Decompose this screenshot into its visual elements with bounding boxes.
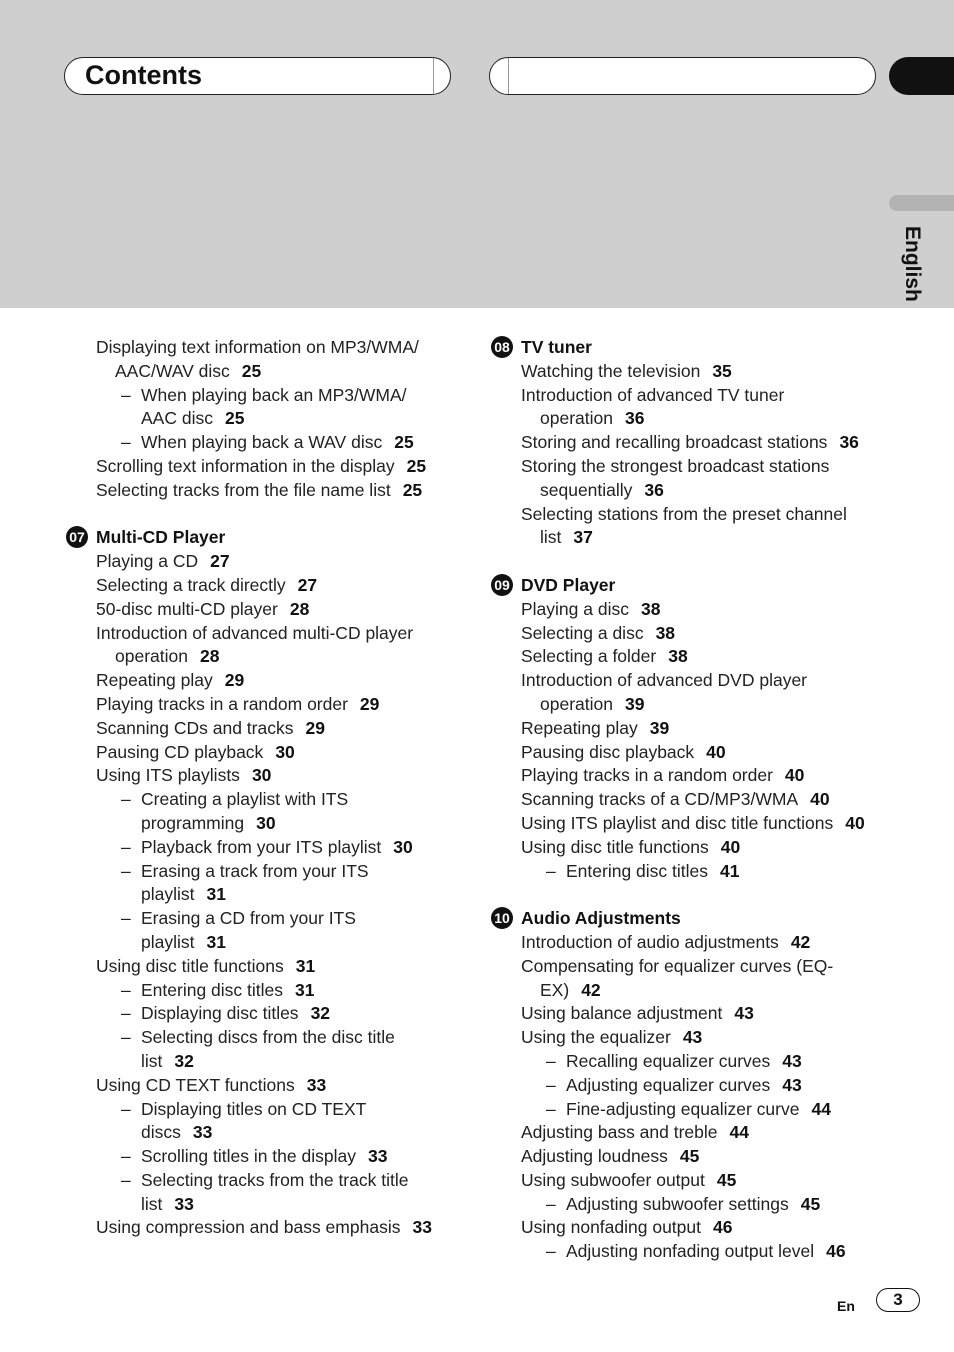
toc-entry-line xyxy=(96,741,464,765)
toc-entry-line xyxy=(521,788,889,812)
toc-entry-line xyxy=(521,1026,889,1050)
toc-entry-line xyxy=(96,550,464,574)
toc-page-number: 38 xyxy=(655,622,676,643)
toc-entry-line xyxy=(96,574,464,598)
toc-entry-text: Selecting stations from the preset channel xyxy=(521,503,847,524)
toc-page-number: 31 xyxy=(206,931,226,952)
toc-entry-line xyxy=(121,860,464,884)
toc-entry-line xyxy=(521,931,889,955)
toc-entry-line xyxy=(121,384,464,408)
toc-entry-line xyxy=(521,1121,889,1145)
section-gap xyxy=(489,550,889,574)
toc-entry-text: list xyxy=(141,1193,163,1214)
toc-page-number: 25 xyxy=(241,360,262,381)
toc-entry-text: Fine-adjusting equalizer curve xyxy=(566,1098,800,1119)
toc-entry[interactable] xyxy=(64,669,464,693)
toc-entry-text: Introduction of audio adjustments xyxy=(521,931,779,952)
toc-page-number: 39 xyxy=(649,717,670,738)
toc-entry-line xyxy=(521,764,889,788)
toc-subentry[interactable] xyxy=(64,1026,464,1074)
toc-entry-text: Using compression and bass emphasis xyxy=(96,1217,401,1238)
toc-entry-text: Watching the television xyxy=(521,360,701,381)
black-section-tab xyxy=(889,57,954,95)
toc-entry-text: Using ITS playlists xyxy=(96,765,240,786)
toc-entry-line xyxy=(96,645,464,669)
toc-entry-text: Using ITS playlist and disc title functions xyxy=(521,812,834,833)
toc-entry-line xyxy=(521,812,889,836)
toc-entry[interactable] xyxy=(489,788,889,812)
toc-page-number: 40 xyxy=(706,741,726,762)
toc-entry-line xyxy=(96,598,464,622)
toc-entry[interactable] xyxy=(489,1002,889,1026)
toc-entry[interactable] xyxy=(489,1121,889,1145)
toc-page-number: 30 xyxy=(275,741,295,762)
toc-entry-text: playlist xyxy=(141,931,195,952)
toc-page-number: 42 xyxy=(581,979,601,1000)
toc-subentry[interactable] xyxy=(64,907,464,955)
toc-entry-text: Pausing disc playback xyxy=(521,741,695,762)
toc-entry-text: Adjusting loudness xyxy=(521,1146,668,1167)
dash-marker: – xyxy=(546,1074,556,1095)
toc-entry-text: operation xyxy=(540,408,613,429)
toc-page-number: 40 xyxy=(784,765,805,786)
toc-subentry[interactable] xyxy=(64,1098,464,1146)
toc-entry-text: Displaying titles on CD TEXT xyxy=(141,1098,367,1119)
page-number-badge: 3 xyxy=(876,1288,920,1312)
dash-marker: – xyxy=(546,1193,556,1214)
toc-entry-text: When playing back an MP3/WMA/ xyxy=(141,384,407,405)
toc-entry-text: Introduction of advanced multi-CD player xyxy=(96,622,414,643)
toc-entry-line xyxy=(546,860,889,884)
toc-page-number: 31 xyxy=(206,884,226,905)
toc-entry[interactable] xyxy=(489,1216,889,1240)
toc-entry-line xyxy=(121,812,464,836)
toc-entry-line xyxy=(521,622,889,646)
toc-entry-line xyxy=(546,1240,889,1264)
toc-entry[interactable] xyxy=(489,812,889,836)
toc-page-number: 45 xyxy=(716,1169,737,1190)
toc-entry[interactable] xyxy=(489,503,889,551)
toc-entry-text: Introduction of advanced TV tuner xyxy=(521,384,785,405)
toc-entry-text: Displaying text information on MP3/WMA/ xyxy=(96,337,419,357)
toc-entry-text: Compensating for equalizer curves (EQ- xyxy=(521,955,834,976)
section-gap xyxy=(64,503,464,527)
toc-page-number: 29 xyxy=(359,693,380,714)
toc-subentry[interactable] xyxy=(489,1193,889,1217)
toc-entry-line xyxy=(521,669,889,693)
toc-entry-line xyxy=(521,955,889,979)
dash-marker: – xyxy=(121,979,131,1000)
toc-entry-text: Playback from your ITS playlist xyxy=(141,836,382,857)
toc-page-number: 36 xyxy=(624,408,645,429)
toc-entry-text: Playing tracks in a random order xyxy=(521,765,773,786)
toc-page-number: 28 xyxy=(289,598,310,619)
toc-subentry[interactable] xyxy=(64,788,464,836)
toc-page-number: 33 xyxy=(367,1146,388,1167)
toc-entry-text: Adjusting nonfading output level xyxy=(566,1241,815,1262)
toc-subentry[interactable] xyxy=(64,1145,464,1169)
toc-page-number: 44 xyxy=(729,1122,749,1143)
toc-entry-line xyxy=(521,1216,889,1240)
toc-entry-line xyxy=(121,1121,464,1145)
toc-entry[interactable] xyxy=(489,598,889,622)
toc-entry-text: Playing a CD xyxy=(96,551,199,572)
toc-entry-text: Selecting a folder xyxy=(521,646,657,667)
toc-entry-text: Selecting a disc xyxy=(521,622,644,643)
toc-page-number: 29 xyxy=(224,670,245,691)
toc-entry-text: Introduction of advanced DVD player xyxy=(521,670,807,691)
toc-entry-text: Entering disc titles xyxy=(566,860,709,881)
toc-entry-line xyxy=(121,1193,464,1217)
section-heading xyxy=(489,574,889,598)
toc-page-number: 32 xyxy=(310,1003,331,1024)
dash-marker: – xyxy=(121,860,131,881)
toc-entry-line xyxy=(121,1002,464,1026)
toc-entry-text: Scanning CDs and tracks xyxy=(96,717,294,738)
toc-entry-text: playlist xyxy=(141,884,195,905)
toc-entry[interactable] xyxy=(64,479,464,503)
toc-entry[interactable] xyxy=(489,1145,889,1169)
toc-entry[interactable] xyxy=(64,336,464,384)
toc-subentry[interactable] xyxy=(489,860,889,884)
section-gap xyxy=(489,883,889,907)
toc-entry[interactable] xyxy=(64,1216,464,1240)
toc-page-number: 37 xyxy=(573,527,593,548)
toc-entry-text: Using disc title functions xyxy=(96,955,284,976)
toc-entry-line xyxy=(121,931,464,955)
toc-entry-line xyxy=(521,741,889,765)
toc-entry-line xyxy=(96,622,464,646)
section-title: Audio Adjustments xyxy=(521,908,681,929)
dash-marker: – xyxy=(121,836,131,857)
toc-entry-text: Adjusting bass and treble xyxy=(521,1122,718,1143)
toc-page-number: 40 xyxy=(810,789,830,810)
toc-page-number: 36 xyxy=(644,479,664,500)
toc-entry[interactable] xyxy=(489,764,889,788)
toc-page-number: 33 xyxy=(192,1122,213,1143)
toc-entry[interactable] xyxy=(489,622,889,646)
toc-entry[interactable] xyxy=(489,931,889,955)
toc-entry[interactable] xyxy=(489,1169,889,1193)
section-heading xyxy=(489,336,889,360)
toc-entry-line xyxy=(546,1193,889,1217)
toc-entry-text: Scrolling titles in the display xyxy=(141,1146,356,1167)
toc-entry[interactable] xyxy=(489,384,889,432)
toc-entry-line xyxy=(521,479,889,503)
toc-page-number: 25 xyxy=(406,455,427,476)
toc-subentry[interactable] xyxy=(64,860,464,908)
toc-entry-text: Recalling equalizer curves xyxy=(566,1050,771,1071)
toc-entry-line xyxy=(121,836,464,860)
toc-page-number: 30 xyxy=(251,765,272,786)
page-title: Contents xyxy=(85,60,202,90)
toc-entry-line xyxy=(521,693,889,717)
toc-entry-text: Selecting discs from the disc title xyxy=(141,1027,395,1048)
toc-entry-text: Pausing CD playback xyxy=(96,741,264,762)
toc-page-number: 40 xyxy=(720,836,741,857)
header-band xyxy=(0,0,954,308)
toc-entry[interactable] xyxy=(489,431,889,455)
toc-entry[interactable] xyxy=(489,955,889,1003)
toc-page-number: 46 xyxy=(713,1217,733,1238)
toc-entry-text: Storing the strongest broadcast stations xyxy=(521,455,830,476)
toc-entry-line xyxy=(121,907,464,931)
toc-entry[interactable] xyxy=(489,717,889,741)
toc-entry-text: Using balance adjustment xyxy=(521,1003,723,1024)
toc-entry-text: Selecting tracks from the file name list xyxy=(96,479,391,500)
toc-subentry[interactable] xyxy=(64,836,464,860)
toc-entry[interactable] xyxy=(64,455,464,479)
toc-entry-line xyxy=(96,455,464,479)
toc-entry[interactable] xyxy=(489,836,889,860)
toc-entry-line xyxy=(521,645,889,669)
toc-entry-text: operation xyxy=(115,646,188,667)
toc-entry-line xyxy=(546,1050,889,1074)
toc-entry-line xyxy=(521,979,889,1003)
toc-page-number: 25 xyxy=(224,408,245,429)
toc-entry-text: list xyxy=(540,527,562,548)
toc-entry-line xyxy=(121,407,464,431)
toc-page-number: 43 xyxy=(734,1003,754,1024)
dash-marker: – xyxy=(121,908,131,929)
toc-entry-line xyxy=(96,1074,464,1098)
section-title: TV tuner xyxy=(521,337,592,357)
toc-page-number: 31 xyxy=(295,955,316,976)
section-number-badge: 08 xyxy=(491,336,513,358)
toc-entry-text: Creating a playlist with ITS xyxy=(141,789,349,810)
dash-marker: – xyxy=(121,432,131,453)
toc-entry-text: Selecting tracks from the track title xyxy=(141,1169,409,1190)
toc-entry-line xyxy=(521,598,889,622)
toc-entry-line xyxy=(121,1145,464,1169)
toc-entry-text: Using nonfading output xyxy=(521,1217,701,1238)
toc-entry-line xyxy=(546,1074,889,1098)
toc-subentry[interactable] xyxy=(489,1240,889,1264)
toc-entry-line xyxy=(96,764,464,788)
toc-page-number: 25 xyxy=(394,432,414,453)
toc-entry-line xyxy=(96,360,464,384)
toc-entry-text: Adjusting subwoofer settings xyxy=(566,1193,789,1214)
dash-marker: – xyxy=(121,1146,131,1167)
toc-subentry[interactable] xyxy=(489,1050,889,1074)
toc-entry-text: Storing and recalling broadcast stations xyxy=(521,432,828,453)
language-label: English xyxy=(901,226,924,302)
toc-entry-text: AAC/WAV disc xyxy=(115,360,230,381)
toc-entry-line xyxy=(121,1026,464,1050)
toc-subentry[interactable] xyxy=(489,1074,889,1098)
toc-entry-text: AAC disc xyxy=(141,408,213,429)
toc-entry-line xyxy=(96,1216,464,1240)
toc-entry-line xyxy=(96,717,464,741)
toc-entry-line xyxy=(521,1145,889,1169)
toc-entry-line xyxy=(121,788,464,812)
toc-entry-text: Erasing a track from your ITS xyxy=(141,860,369,881)
toc-entry-line xyxy=(96,955,464,979)
toc-entry-line xyxy=(121,1050,464,1074)
toc-entry[interactable] xyxy=(64,741,464,765)
toc-entry-text: operation xyxy=(540,693,613,714)
dash-marker: – xyxy=(121,1027,131,1048)
toc-entry-line xyxy=(96,693,464,717)
title-pill xyxy=(64,57,451,95)
dash-marker: – xyxy=(121,384,131,405)
toc-entry-text: Scrolling text information in the display xyxy=(96,455,395,476)
toc-entry[interactable] xyxy=(64,574,464,598)
toc-entry-line xyxy=(521,360,889,384)
pill-seam xyxy=(508,58,509,94)
toc-entry-line xyxy=(521,1002,889,1026)
toc-subentry[interactable] xyxy=(64,384,464,432)
pill-seam xyxy=(433,58,434,94)
toc-entry-text: Entering disc titles xyxy=(141,979,284,1000)
toc-entry-line xyxy=(96,336,464,360)
language-code: En xyxy=(837,1298,855,1314)
toc-page-number: 45 xyxy=(800,1193,821,1214)
toc-entry-text: Displaying disc titles xyxy=(141,1003,299,1024)
toc-entry[interactable] xyxy=(64,764,464,788)
toc-entry-text: Adjusting equalizer curves xyxy=(566,1074,771,1095)
toc-page-number: 46 xyxy=(826,1241,846,1262)
toc-entry[interactable] xyxy=(64,955,464,979)
toc-entry[interactable] xyxy=(489,741,889,765)
toc-page-number: 39 xyxy=(624,693,645,714)
toc-page-number: 45 xyxy=(679,1146,700,1167)
toc-entry-line xyxy=(521,503,889,527)
toc-entry-line xyxy=(121,431,464,455)
toc-entry-line xyxy=(521,1169,889,1193)
toc-entry[interactable] xyxy=(64,717,464,741)
toc-page-number: 35 xyxy=(712,360,732,381)
toc-entry-text: Using CD TEXT functions xyxy=(96,1074,295,1095)
toc-entry-line xyxy=(121,1169,464,1193)
toc-entry-text: list xyxy=(141,1050,163,1071)
dash-marker: – xyxy=(121,1169,131,1190)
toc-page-number: 43 xyxy=(682,1027,703,1048)
toc-entry-text: Repeating play xyxy=(96,670,213,691)
dash-marker: – xyxy=(121,789,131,810)
section-heading xyxy=(64,526,464,550)
toc-entry-line xyxy=(521,717,889,741)
toc-entry-text: Playing tracks in a random order xyxy=(96,693,348,714)
toc-page-number: 44 xyxy=(811,1098,831,1119)
toc-entry-text: programming xyxy=(141,812,245,833)
toc-entry-line xyxy=(96,669,464,693)
toc-subentry[interactable] xyxy=(64,1002,464,1026)
dash-marker: – xyxy=(546,860,556,881)
toc-entry-line xyxy=(521,384,889,408)
section-title: DVD Player xyxy=(521,574,616,595)
toc-entry-text: Repeating play xyxy=(521,717,638,738)
toc-entry[interactable] xyxy=(489,645,889,669)
toc-page-number: 41 xyxy=(720,860,740,881)
toc-page-number: 43 xyxy=(782,1074,802,1095)
toc-page-number: 36 xyxy=(839,432,859,453)
toc-page-number: 40 xyxy=(845,812,865,833)
toc-entry-line xyxy=(121,883,464,907)
toc-page-number: 43 xyxy=(782,1050,802,1071)
toc-page-number: 38 xyxy=(640,598,661,619)
toc-left-column xyxy=(64,336,464,1240)
toc-entry[interactable] xyxy=(489,360,889,384)
dash-marker: – xyxy=(121,1098,131,1119)
toc-page-number: 38 xyxy=(668,646,688,667)
toc-subentry[interactable] xyxy=(64,1169,464,1217)
toc-entry[interactable] xyxy=(489,455,889,503)
dash-marker: – xyxy=(546,1050,556,1071)
toc-subentry[interactable] xyxy=(64,431,464,455)
toc-entry-line xyxy=(521,836,889,860)
section-number-badge: 07 xyxy=(66,526,88,548)
toc-entry-text: Using the equalizer xyxy=(521,1027,671,1048)
toc-entry-text: sequentially xyxy=(540,479,633,500)
toc-page-number: 33 xyxy=(174,1193,194,1214)
toc-entry-line xyxy=(521,455,889,479)
toc-subentry[interactable] xyxy=(64,979,464,1003)
dash-marker: – xyxy=(546,1098,556,1119)
section-number-badge: 09 xyxy=(491,574,513,596)
dash-marker: – xyxy=(546,1241,556,1262)
toc-entry-text: Using subwoofer output xyxy=(521,1169,705,1190)
toc-entry-line xyxy=(121,1098,464,1122)
toc-entry-line xyxy=(521,431,889,455)
toc-entry-text: When playing back a WAV disc xyxy=(141,432,383,453)
toc-entry-text: Using disc title functions xyxy=(521,836,709,857)
toc-entry-text: 50-disc multi-CD player xyxy=(96,598,278,619)
section-heading xyxy=(489,907,889,931)
section-number-badge: 10 xyxy=(491,907,513,929)
toc-page-number: 32 xyxy=(174,1050,194,1071)
toc-entry-line xyxy=(521,407,889,431)
toc-page-number: 33 xyxy=(412,1217,432,1238)
toc-page-number: 30 xyxy=(256,812,276,833)
dash-marker: – xyxy=(121,1003,131,1024)
toc-entry-line xyxy=(521,526,889,550)
toc-entry-text: discs xyxy=(141,1122,181,1143)
toc-entry[interactable] xyxy=(64,693,464,717)
toc-page-number: 42 xyxy=(790,931,811,952)
toc-entry-line xyxy=(96,479,464,503)
empty-pill xyxy=(489,57,876,95)
toc-page-number: 27 xyxy=(210,551,230,572)
toc-page-number: 30 xyxy=(393,836,413,857)
toc-entry-line xyxy=(546,1098,889,1122)
toc-entry-text: Scanning tracks of a CD/MP3/WMA xyxy=(521,789,799,810)
toc-entry-text: Playing a disc xyxy=(521,598,629,619)
toc-page-number: 33 xyxy=(306,1074,327,1095)
toc-entry[interactable] xyxy=(489,1026,889,1050)
toc-page-number: 27 xyxy=(297,574,318,595)
toc-entry[interactable] xyxy=(64,550,464,574)
toc-entry-text: Erasing a CD from your ITS xyxy=(141,908,356,929)
toc-entry-line xyxy=(121,979,464,1003)
toc-page-number: 25 xyxy=(402,479,423,500)
toc-entry[interactable] xyxy=(489,669,889,717)
toc-entry-text: EX) xyxy=(540,979,570,1000)
toc-subentry[interactable] xyxy=(489,1098,889,1122)
toc-right-column xyxy=(489,336,889,1264)
toc-entry[interactable] xyxy=(64,622,464,670)
gray-language-tab xyxy=(889,195,954,211)
toc-page-number: 31 xyxy=(295,979,315,1000)
toc-entry[interactable] xyxy=(64,598,464,622)
toc-page-number: 29 xyxy=(305,717,325,738)
toc-entry[interactable] xyxy=(64,1074,464,1098)
toc-page-number: 28 xyxy=(199,646,220,667)
section-title: Multi-CD Player xyxy=(96,527,226,548)
toc-entry-text: Selecting a track directly xyxy=(96,574,286,595)
